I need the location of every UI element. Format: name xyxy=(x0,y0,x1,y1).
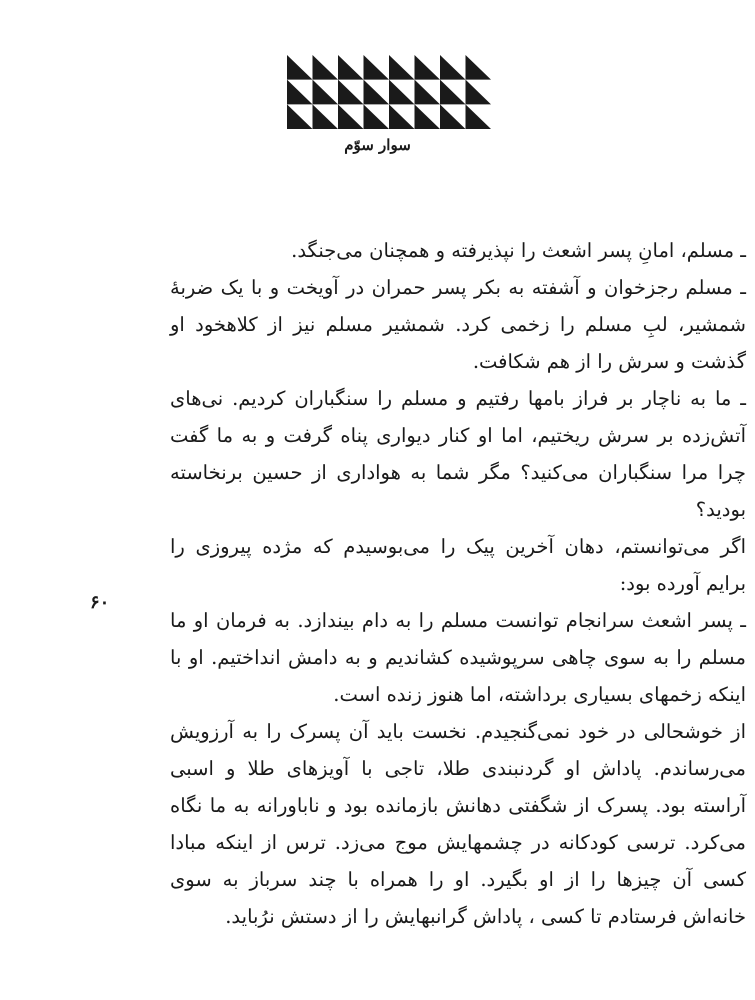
ornament-triangle xyxy=(440,55,466,80)
triangle-pattern-ornament xyxy=(287,55,491,129)
ornament-triangle xyxy=(466,104,492,129)
paragraph: ـ ما به ناچار بر فراز بامها رفتیم و مسلم را سنگباران کردیم. نی‌های آتش‌زده بر سرش ریختیم، اما او کنار دیواری پناه گرفت و به ما گفت چرا مرا سنگباران می‌کنید؟ مگر شما به هواداری از حسین برنخاسته بودید؟ xyxy=(170,387,746,521)
ornament-triangle xyxy=(364,104,390,129)
ornament-triangle xyxy=(287,55,313,80)
paragraph: ـ مسلم، امانِ پسر اشعث را نپذیرفته و همچنان می‌جنگد. xyxy=(291,239,746,262)
ornament-triangle xyxy=(415,104,441,129)
page-number: ۶۰ xyxy=(90,592,110,613)
paragraph: اگر می‌توانستم، دهان آخرین پیک را می‌بوسیدم که مژده پیروزی را برایم آورده بود: xyxy=(170,535,746,595)
ornament-triangle xyxy=(364,80,390,105)
paragraph: ـ مسلم رجزخوان و آشفته به بکر پسر حمران در آویخت و با یک ضربهٔ شمشیر، لبِ مسلم را زخمی کرد. شمشیر مسلم نیز از کلاهخود او گذشت و سرش را از هم شکافت. xyxy=(170,276,746,373)
ornament-triangle xyxy=(389,104,415,129)
ornament-triangle xyxy=(287,80,313,105)
ornament-triangle xyxy=(389,55,415,80)
chapter-title: سوار سوّم xyxy=(344,136,411,154)
ornament-triangle xyxy=(415,55,441,80)
paragraph: ـ پسر اشعث سرانجام توانست مسلم را به دام بیندازد. به فرمان او ما مسلم را به سوی چاهی سرپوشیده کشاندیم و به دامش انداختیم. او با اینکه زخمهای بسیاری برداشته، اما هنوز زنده است. xyxy=(170,609,746,706)
ornament-triangle xyxy=(313,55,339,80)
ornament-triangle xyxy=(313,104,339,129)
ornament-triangle xyxy=(338,104,364,129)
ornament-triangle xyxy=(440,104,466,129)
ornament-triangle xyxy=(466,55,492,80)
ornament-triangle xyxy=(364,55,390,80)
ornament-triangle xyxy=(338,80,364,105)
ornament-triangle xyxy=(440,80,466,105)
ornament-triangle xyxy=(313,80,339,105)
ornament-triangle xyxy=(466,80,492,105)
ornament-triangle xyxy=(389,80,415,105)
ornament-triangle xyxy=(415,80,441,105)
paragraph: از خوشحالی در خود نمی‌گنجیدم. نخست باید آن پسرک را به آرزویش می‌رساندم. پاداش او گردنبندی طلا، تاجی با آویزهای طلا و اسبی آراسته بود. پسرک از شگفتی دهانش بازمانده بود و ناباورانه به ما نگاه می‌کرد. ترسی کودکانه در چشمهایش موج می‌زد. ترس از اینکه مبادا کسی آن چیزها را از او بگیرد. او را همراه با چند سرباز به سوی خانه‌اش فرستادم تا کسی ، پاداش گرانبهایش را از دستش نرُباید. xyxy=(170,720,746,928)
ornament-triangle xyxy=(338,55,364,80)
ornament-triangle xyxy=(287,104,313,129)
body-text xyxy=(170,232,746,935)
